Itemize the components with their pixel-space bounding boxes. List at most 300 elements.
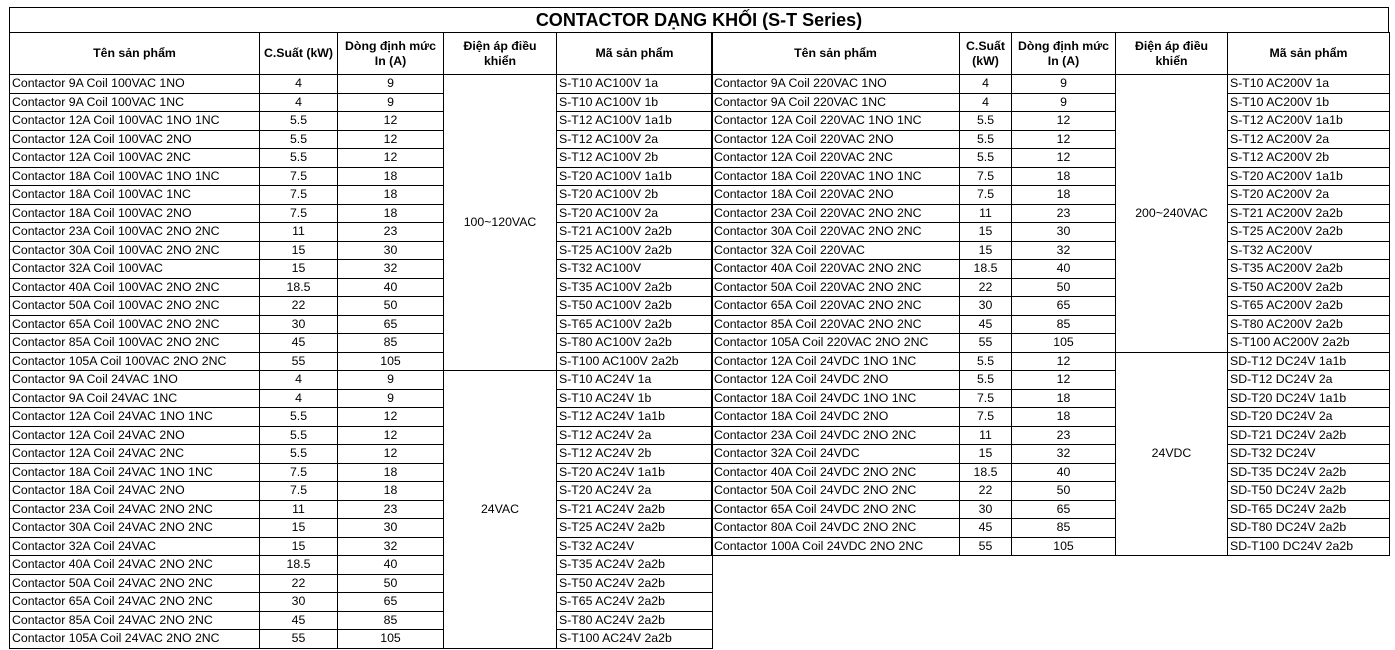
power-kw-cell: 55 [960, 334, 1012, 353]
product-code-cell: S-T20 AC24V 1a1b [557, 463, 713, 482]
header-control-voltage: Điện áp điều khiển [444, 33, 557, 75]
rated-current-cell: 12 [1012, 149, 1116, 168]
power-kw-cell: 11 [260, 500, 338, 519]
table-row [10, 630, 713, 649]
rated-current-cell: 12 [338, 130, 444, 149]
table-row [10, 315, 713, 334]
rated-current-cell: 85 [338, 334, 444, 353]
power-kw-cell: 11 [260, 223, 338, 242]
power-kw-cell: 15 [260, 537, 338, 556]
product-code-cell: S-T35 AC24V 2a2b [557, 556, 713, 575]
power-kw-cell: 5.5 [260, 112, 338, 131]
product-code-cell: SD-T12 DC24V 2a [1228, 371, 1390, 390]
table-row [10, 75, 713, 94]
control-voltage-cell: 24VAC [444, 371, 557, 649]
rated-current-cell: 9 [1012, 93, 1116, 112]
table-row [712, 260, 1390, 279]
product-code-cell: S-T21 AC24V 2a2b [557, 500, 713, 519]
product-name-cell: Contactor 12A Coil 24VDC 1NO 1NC [712, 352, 960, 371]
rated-current-cell: 9 [1012, 75, 1116, 94]
table-row [10, 556, 713, 575]
table-row [10, 260, 713, 279]
rated-current-cell: 85 [1012, 519, 1116, 538]
product-name-cell: Contactor 30A Coil 24VAC 2NO 2NC [10, 519, 260, 538]
rated-current-cell: 50 [1012, 482, 1116, 501]
rated-current-cell: 18 [338, 186, 444, 205]
product-code-cell: S-T20 AC200V 1a1b [1228, 167, 1390, 186]
table-row [712, 204, 1390, 223]
power-kw-cell: 7.5 [960, 167, 1012, 186]
rated-current-cell: 105 [1012, 334, 1116, 353]
product-code-cell: S-T21 AC100V 2a2b [557, 223, 713, 242]
table-row [712, 537, 1390, 556]
table-row [712, 241, 1390, 260]
power-kw-cell: 5.5 [260, 130, 338, 149]
header-product-name: Tên sản phẩm [10, 33, 260, 75]
table-header-row [712, 33, 1390, 75]
product-code-cell: S-T20 AC24V 2a [557, 482, 713, 501]
product-name-cell: Contactor 12A Coil 220VAC 1NO 1NC [712, 112, 960, 131]
rated-current-cell: 105 [1012, 537, 1116, 556]
table-row [10, 371, 713, 390]
product-code-cell: S-T10 AC100V 1a [557, 75, 713, 94]
power-kw-cell: 5.5 [260, 149, 338, 168]
table-row [712, 75, 1390, 94]
product-name-cell: Contactor 9A Coil 24VAC 1NO [10, 371, 260, 390]
rated-current-cell: 32 [1012, 445, 1116, 464]
table-row [712, 297, 1390, 316]
control-voltage-cell: 24VDC [1116, 352, 1228, 556]
table-row [10, 463, 713, 482]
header-product-code: Mã sản phẩm [557, 33, 713, 75]
product-code-cell: S-T20 AC100V 2b [557, 186, 713, 205]
product-name-cell: Contactor 80A Coil 24VDC 2NO 2NC [712, 519, 960, 538]
product-code-cell: S-T10 AC200V 1b [1228, 93, 1390, 112]
product-code-cell: S-T25 AC200V 2a2b [1228, 223, 1390, 242]
rated-current-cell: 18 [1012, 389, 1116, 408]
power-kw-cell: 15 [260, 260, 338, 279]
product-name-cell: Contactor 32A Coil 100VAC [10, 260, 260, 279]
product-name-cell: Contactor 50A Coil 220VAC 2NO 2NC [712, 278, 960, 297]
rated-current-cell: 23 [338, 500, 444, 519]
table-row [712, 463, 1390, 482]
control-voltage-cell: 100~120VAC [444, 75, 557, 371]
power-kw-cell: 5.5 [960, 371, 1012, 390]
product-code-cell: S-T12 AC24V 2a [557, 426, 713, 445]
power-kw-cell: 5.5 [960, 130, 1012, 149]
power-kw-cell: 5.5 [960, 112, 1012, 131]
table-row [712, 167, 1390, 186]
table-row [712, 315, 1390, 334]
power-kw-cell: 18.5 [960, 260, 1012, 279]
product-code-cell: SD-T12 DC24V 1a1b [1228, 352, 1390, 371]
table-row [10, 223, 713, 242]
product-name-cell: Contactor 85A Coil 24VAC 2NO 2NC [10, 611, 260, 630]
table-row [712, 445, 1390, 464]
product-code-cell: S-T100 AC24V 2a2b [557, 630, 713, 649]
power-kw-cell: 4 [260, 371, 338, 390]
table-row [712, 352, 1390, 371]
product-name-cell: Contactor 50A Coil 24VDC 2NO 2NC [712, 482, 960, 501]
power-kw-cell: 7.5 [960, 186, 1012, 205]
rated-current-cell: 30 [1012, 223, 1116, 242]
table-row [10, 352, 713, 371]
power-kw-cell: 30 [260, 593, 338, 612]
product-code-cell: S-T12 AC200V 2b [1228, 149, 1390, 168]
power-kw-cell: 11 [960, 426, 1012, 445]
table-row [712, 482, 1390, 501]
product-code-cell: SD-T32 DC24V [1228, 445, 1390, 464]
product-name-cell: Contactor 18A Coil 220VAC 2NO [712, 186, 960, 205]
product-code-cell: S-T35 AC100V 2a2b [557, 278, 713, 297]
product-code-cell: SD-T100 DC24V 2a2b [1228, 537, 1390, 556]
product-name-cell: Contactor 50A Coil 24VAC 2NO 2NC [10, 574, 260, 593]
product-code-cell: S-T12 AC24V 1a1b [557, 408, 713, 427]
rated-current-cell: 9 [338, 93, 444, 112]
header-rated-current: Dòng định mức In (A) [1012, 33, 1116, 75]
product-name-cell: Contactor 40A Coil 24VAC 2NO 2NC [10, 556, 260, 575]
rated-current-cell: 18 [1012, 408, 1116, 427]
product-name-cell: Contactor 65A Coil 24VAC 2NO 2NC [10, 593, 260, 612]
rated-current-cell: 12 [338, 445, 444, 464]
product-name-cell: Contactor 18A Coil 100VAC 2NO [10, 204, 260, 223]
product-name-cell: Contactor 9A Coil 100VAC 1NC [10, 93, 260, 112]
control-voltage-cell: 200~240VAC [1116, 75, 1228, 353]
rated-current-cell: 85 [338, 611, 444, 630]
rated-current-cell: 105 [338, 630, 444, 649]
table-row [10, 297, 713, 316]
product-code-cell: S-T20 AC100V 1a1b [557, 167, 713, 186]
product-name-cell: Contactor 32A Coil 24VDC [712, 445, 960, 464]
power-kw-cell: 18.5 [260, 556, 338, 575]
product-name-cell: Contactor 12A Coil 100VAC 2NC [10, 149, 260, 168]
power-kw-cell: 30 [960, 297, 1012, 316]
product-code-cell: S-T65 AC24V 2a2b [557, 593, 713, 612]
product-name-cell: Contactor 100A Coil 24VDC 2NO 2NC [712, 537, 960, 556]
product-name-cell: Contactor 18A Coil 100VAC 1NO 1NC [10, 167, 260, 186]
product-name-cell: Contactor 65A Coil 24VDC 2NO 2NC [712, 500, 960, 519]
table-row [712, 371, 1390, 390]
rated-current-cell: 12 [338, 149, 444, 168]
product-name-cell: Contactor 18A Coil 24VAC 2NO [10, 482, 260, 501]
product-name-cell: Contactor 12A Coil 220VAC 2NO [712, 130, 960, 149]
table-row [10, 574, 713, 593]
power-kw-cell: 18.5 [960, 463, 1012, 482]
rated-current-cell: 12 [1012, 371, 1116, 390]
product-code-cell: S-T12 AC100V 2b [557, 149, 713, 168]
rated-current-cell: 12 [1012, 130, 1116, 149]
power-kw-cell: 45 [960, 519, 1012, 538]
product-code-cell: SD-T35 DC24V 2a2b [1228, 463, 1390, 482]
table-row [712, 112, 1390, 131]
product-code-cell: S-T20 AC100V 2a [557, 204, 713, 223]
product-name-cell: Contactor 12A Coil 24VAC 2NO [10, 426, 260, 445]
rated-current-cell: 30 [338, 241, 444, 260]
rated-current-cell: 18 [338, 167, 444, 186]
product-code-cell: S-T65 AC200V 2a2b [1228, 297, 1390, 316]
product-table-right [711, 32, 1390, 556]
product-code-cell: S-T65 AC100V 2a2b [557, 315, 713, 334]
product-name-cell: Contactor 105A Coil 220VAC 2NO 2NC [712, 334, 960, 353]
power-kw-cell: 5.5 [960, 149, 1012, 168]
rated-current-cell: 12 [1012, 352, 1116, 371]
table-row [712, 500, 1390, 519]
product-name-cell: Contactor 18A Coil 100VAC 1NC [10, 186, 260, 205]
product-name-cell: Contactor 32A Coil 24VAC [10, 537, 260, 556]
product-code-cell: S-T50 AC24V 2a2b [557, 574, 713, 593]
header-product-name: Tên sản phẩm [712, 33, 960, 75]
product-name-cell: Contactor 9A Coil 220VAC 1NO [712, 75, 960, 94]
product-table-left [9, 32, 713, 649]
product-code-cell: S-T12 AC24V 2b [557, 445, 713, 464]
product-code-cell: S-T50 AC100V 2a2b [557, 297, 713, 316]
rated-current-cell: 23 [1012, 426, 1116, 445]
product-code-cell: S-T80 AC200V 2a2b [1228, 315, 1390, 334]
rated-current-cell: 40 [1012, 260, 1116, 279]
rated-current-cell: 9 [338, 371, 444, 390]
rated-current-cell: 65 [338, 593, 444, 612]
product-code-cell: S-T80 AC24V 2a2b [557, 611, 713, 630]
header-power: C.Suất (kW) [960, 33, 1012, 75]
product-name-cell: Contactor 18A Coil 220VAC 1NO 1NC [712, 167, 960, 186]
product-name-cell: Contactor 12A Coil 24VAC 1NO 1NC [10, 408, 260, 427]
rated-current-cell: 23 [338, 223, 444, 242]
power-kw-cell: 4 [960, 93, 1012, 112]
product-name-cell: Contactor 23A Coil 24VDC 2NO 2NC [712, 426, 960, 445]
product-code-cell: S-T12 AC100V 2a [557, 130, 713, 149]
table-row [712, 278, 1390, 297]
header-power: C.Suất (kW) [260, 33, 338, 75]
power-kw-cell: 7.5 [260, 204, 338, 223]
rated-current-cell: 65 [1012, 297, 1116, 316]
rated-current-cell: 40 [1012, 463, 1116, 482]
table-row [10, 278, 713, 297]
product-code-cell: S-T25 AC24V 2a2b [557, 519, 713, 538]
rated-current-cell: 32 [338, 260, 444, 279]
product-code-cell: SD-T50 DC24V 2a2b [1228, 482, 1390, 501]
product-name-cell: Contactor 40A Coil 24VDC 2NO 2NC [712, 463, 960, 482]
power-kw-cell: 11 [960, 204, 1012, 223]
power-kw-cell: 45 [260, 334, 338, 353]
rated-current-cell: 12 [1012, 112, 1116, 131]
product-code-cell: SD-T65 DC24V 2a2b [1228, 500, 1390, 519]
rated-current-cell: 18 [1012, 186, 1116, 205]
product-code-cell: S-T10 AC200V 1a [1228, 75, 1390, 94]
rated-current-cell: 50 [338, 297, 444, 316]
power-kw-cell: 4 [960, 75, 1012, 94]
table-row [10, 593, 713, 612]
table-row [712, 408, 1390, 427]
product-code-cell: S-T32 AC100V [557, 260, 713, 279]
product-name-cell: Contactor 12A Coil 24VDC 2NO [712, 371, 960, 390]
power-kw-cell: 7.5 [960, 389, 1012, 408]
table-row [712, 93, 1390, 112]
table-row [712, 426, 1390, 445]
product-name-cell: Contactor 23A Coil 220VAC 2NO 2NC [712, 204, 960, 223]
product-code-cell: S-T100 AC200V 2a2b [1228, 334, 1390, 353]
table-row [10, 500, 713, 519]
rated-current-cell: 23 [1012, 204, 1116, 223]
power-kw-cell: 22 [260, 297, 338, 316]
rated-current-cell: 18 [338, 482, 444, 501]
product-code-cell: S-T10 AC24V 1b [557, 389, 713, 408]
product-name-cell: Contactor 18A Coil 24VDC 1NO 1NC [712, 389, 960, 408]
table-row [10, 186, 713, 205]
table-header-row [10, 33, 713, 75]
power-kw-cell: 30 [260, 315, 338, 334]
product-code-cell: S-T35 AC200V 2a2b [1228, 260, 1390, 279]
product-code-cell: S-T12 AC100V 1a1b [557, 112, 713, 131]
product-code-cell: S-T12 AC200V 1a1b [1228, 112, 1390, 131]
table-row [712, 186, 1390, 205]
power-kw-cell: 15 [960, 241, 1012, 260]
rated-current-cell: 85 [1012, 315, 1116, 334]
product-code-cell: S-T100 AC100V 2a2b [557, 352, 713, 371]
power-kw-cell: 15 [260, 519, 338, 538]
power-kw-cell: 18.5 [260, 278, 338, 297]
product-code-cell: S-T12 AC200V 2a [1228, 130, 1390, 149]
product-name-cell: Contactor 65A Coil 100VAC 2NO 2NC [10, 315, 260, 334]
table-row [712, 223, 1390, 242]
product-name-cell: Contactor 50A Coil 100VAC 2NO 2NC [10, 297, 260, 316]
product-name-cell: Contactor 65A Coil 220VAC 2NO 2NC [712, 297, 960, 316]
rated-current-cell: 105 [338, 352, 444, 371]
rated-current-cell: 32 [1012, 241, 1116, 260]
table-row [712, 519, 1390, 538]
table-row [10, 112, 713, 131]
product-name-cell: Contactor 12A Coil 220VAC 2NC [712, 149, 960, 168]
rated-current-cell: 40 [338, 278, 444, 297]
table-row [10, 93, 713, 112]
product-name-cell: Contactor 30A Coil 220VAC 2NO 2NC [712, 223, 960, 242]
power-kw-cell: 7.5 [260, 186, 338, 205]
rated-current-cell: 18 [338, 204, 444, 223]
product-code-cell: S-T80 AC100V 2a2b [557, 334, 713, 353]
product-name-cell: Contactor 12A Coil 24VAC 2NC [10, 445, 260, 464]
product-code-cell: S-T20 AC200V 2a [1228, 186, 1390, 205]
rated-current-cell: 40 [338, 556, 444, 575]
product-code-cell: SD-T20 DC24V 2a [1228, 408, 1390, 427]
header-control-voltage: Điện áp điều khiển [1116, 33, 1228, 75]
power-kw-cell: 55 [260, 630, 338, 649]
rated-current-cell: 18 [338, 463, 444, 482]
product-code-cell: S-T10 AC24V 1a [557, 371, 713, 390]
product-name-cell: Contactor 105A Coil 24VAC 2NO 2NC [10, 630, 260, 649]
table-row [10, 611, 713, 630]
rated-current-cell: 65 [338, 315, 444, 334]
product-name-cell: Contactor 23A Coil 24VAC 2NO 2NC [10, 500, 260, 519]
power-kw-cell: 7.5 [260, 482, 338, 501]
product-code-cell: SD-T80 DC24V 2a2b [1228, 519, 1390, 538]
table-row [10, 130, 713, 149]
product-code-cell: S-T32 AC24V [557, 537, 713, 556]
product-code-cell: S-T10 AC100V 1b [557, 93, 713, 112]
product-name-cell: Contactor 9A Coil 24VAC 1NC [10, 389, 260, 408]
power-kw-cell: 22 [960, 482, 1012, 501]
table-row [712, 130, 1390, 149]
product-name-cell: Contactor 12A Coil 100VAC 1NO 1NC [10, 112, 260, 131]
table-row [712, 334, 1390, 353]
rated-current-cell: 9 [338, 389, 444, 408]
table-row [10, 408, 713, 427]
power-kw-cell: 15 [960, 445, 1012, 464]
product-name-cell: Contactor 40A Coil 220VAC 2NO 2NC [712, 260, 960, 279]
power-kw-cell: 4 [260, 389, 338, 408]
table-row [10, 445, 713, 464]
product-code-cell: S-T32 AC200V [1228, 241, 1390, 260]
table-row [10, 389, 713, 408]
page-title: CONTACTOR DẠNG KHỐI (S-T Series) [9, 7, 1389, 33]
power-kw-cell: 5.5 [260, 408, 338, 427]
power-kw-cell: 30 [960, 500, 1012, 519]
rated-current-cell: 30 [338, 519, 444, 538]
table-row [10, 204, 713, 223]
power-kw-cell: 7.5 [960, 408, 1012, 427]
table-row [10, 519, 713, 538]
product-name-cell: Contactor 18A Coil 24VAC 1NO 1NC [10, 463, 260, 482]
table-row [10, 537, 713, 556]
header-rated-current: Dòng định mức In (A) [338, 33, 444, 75]
rated-current-cell: 50 [1012, 278, 1116, 297]
table-row [10, 241, 713, 260]
rated-current-cell: 12 [338, 112, 444, 131]
product-name-cell: Contactor 9A Coil 100VAC 1NO [10, 75, 260, 94]
product-code-cell: S-T25 AC100V 2a2b [557, 241, 713, 260]
rated-current-cell: 32 [338, 537, 444, 556]
power-kw-cell: 22 [960, 278, 1012, 297]
power-kw-cell: 55 [960, 537, 1012, 556]
table-row [10, 149, 713, 168]
rated-current-cell: 50 [338, 574, 444, 593]
rated-current-cell: 12 [338, 408, 444, 427]
product-name-cell: Contactor 30A Coil 100VAC 2NO 2NC [10, 241, 260, 260]
power-kw-cell: 7.5 [260, 167, 338, 186]
table-row [10, 426, 713, 445]
power-kw-cell: 45 [960, 315, 1012, 334]
product-name-cell: Contactor 23A Coil 100VAC 2NO 2NC [10, 223, 260, 242]
power-kw-cell: 55 [260, 352, 338, 371]
product-name-cell: Contactor 40A Coil 100VAC 2NO 2NC [10, 278, 260, 297]
power-kw-cell: 4 [260, 93, 338, 112]
product-code-cell: S-T50 AC200V 2a2b [1228, 278, 1390, 297]
power-kw-cell: 5.5 [260, 426, 338, 445]
table-row [10, 482, 713, 501]
power-kw-cell: 15 [260, 241, 338, 260]
product-name-cell: Contactor 85A Coil 220VAC 2NO 2NC [712, 315, 960, 334]
power-kw-cell: 15 [960, 223, 1012, 242]
power-kw-cell: 22 [260, 574, 338, 593]
rated-current-cell: 18 [1012, 167, 1116, 186]
power-kw-cell: 45 [260, 611, 338, 630]
rated-current-cell: 9 [338, 75, 444, 94]
product-name-cell: Contactor 12A Coil 100VAC 2NO [10, 130, 260, 149]
product-name-cell: Contactor 9A Coil 220VAC 1NC [712, 93, 960, 112]
power-kw-cell: 5.5 [960, 352, 1012, 371]
product-name-cell: Contactor 18A Coil 24VDC 2NO [712, 408, 960, 427]
product-name-cell: Contactor 105A Coil 100VAC 2NO 2NC [10, 352, 260, 371]
table-row [712, 149, 1390, 168]
header-product-code: Mã sản phẩm [1228, 33, 1390, 75]
power-kw-cell: 7.5 [260, 463, 338, 482]
product-name-cell: Contactor 85A Coil 100VAC 2NO 2NC [10, 334, 260, 353]
table-row [10, 167, 713, 186]
table-row [712, 389, 1390, 408]
product-name-cell: Contactor 32A Coil 220VAC [712, 241, 960, 260]
product-code-cell: SD-T20 DC24V 1a1b [1228, 389, 1390, 408]
power-kw-cell: 5.5 [260, 445, 338, 464]
rated-current-cell: 12 [338, 426, 444, 445]
product-code-cell: S-T21 AC200V 2a2b [1228, 204, 1390, 223]
